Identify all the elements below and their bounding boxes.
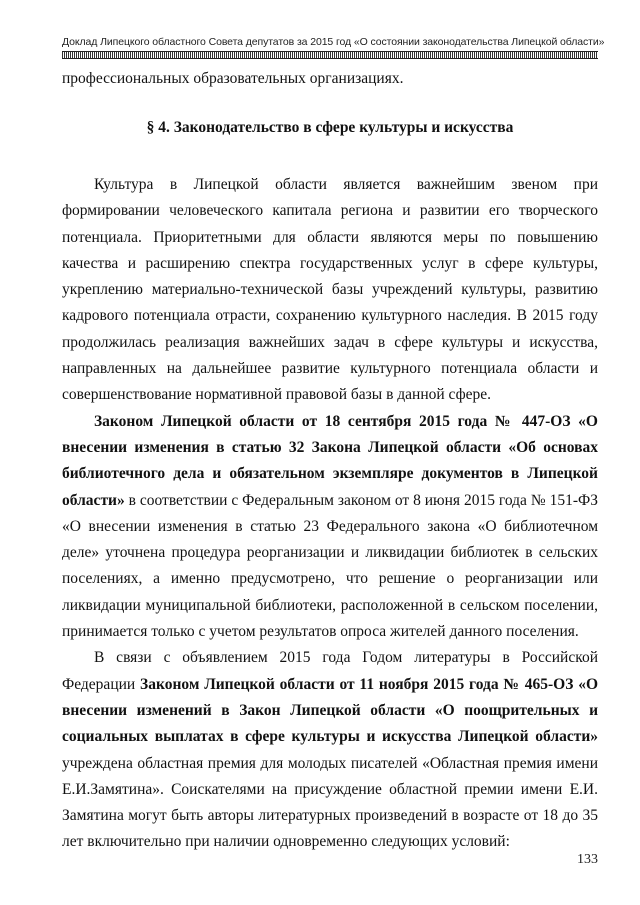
running-header: Доклад Липецкого областного Совета депутатов за 2015 год «О состоянии законодательства Липецкой области» [62,36,605,48]
page-body [62,66,598,92]
law-465-title: Законом Липецкой области от 11 ноября 2015 года № 465-ОЗ «О внесении изменений в Закон Липецкой области «О поощрительных и социальных выплатах в сфере культуры и искусства Липецкой области» [62,675,599,746]
law-447-title: Законом Липецкой области от 18 сентября 2015 года № 447-ОЗ «О внесении изменения в статью 32 Закона Липецкой области «Об основах библиотечного дела и обязательном экземпляре документов в Липецкой области» [62,412,598,509]
main-text [62,172,598,856]
page-number: 133 [577,852,598,867]
law-465-text: учреждена областная премия для молодых писателей «Областная премия имени Е.И.Замятина». Соискателями на присуждение областной премии имени Е.И. Замятина могут быть авторы литературных произведений в возрасте от 18 до 35 лет включительно при наличии одновременно следующих условий: [62,754,598,851]
paragraph-law-465 [62,645,598,855]
law-465-intro: В связи с объявлением 2015 года Годом литературы в Российской Федерации [62,649,598,693]
section-heading: § 4. Законодательство в сфере культуры и искусства [146,119,514,136]
header-rule [62,51,598,59]
top-line: профессиональных образовательных организациях. [62,70,404,87]
paragraph-law-447 [62,409,598,646]
law-447-text: в соответствии с Федеральным законом от 8 июня 2015 года № 151-ФЗ «О внесении изменения в статью 23 Федерального закона «О библиотечном деле» уточнена процедура реорганизации и ликвидации библиотек в сельских поселениях, а именно предусмотрено, что решение о реорганизации или ликвидации муниципальной библиотеки, расположенной в сельском поселении, принимается только с учетом результатов опроса жителей данного поселения. [62,491,598,641]
paragraph-culture: Культура в Липецкой области является важнейшим звеном при формировании человеческого капитала региона и развитии его творческого потенциала. Приоритетными для области являются меры по повышению качества и расширению спектра государственных услуг в сфере культуры, укреплению материально-технической базы учреждений культуры, развитию кадрового потенциала отрасти, сохранению культурного наследия. В 2015 году продолжилась реализация важнейших задач в сфере культуры и искусства, направленных на дальнейшее развитие культурного потенциала области и совершенствование нормативной правовой базы в данной сфере. [62,176,598,404]
